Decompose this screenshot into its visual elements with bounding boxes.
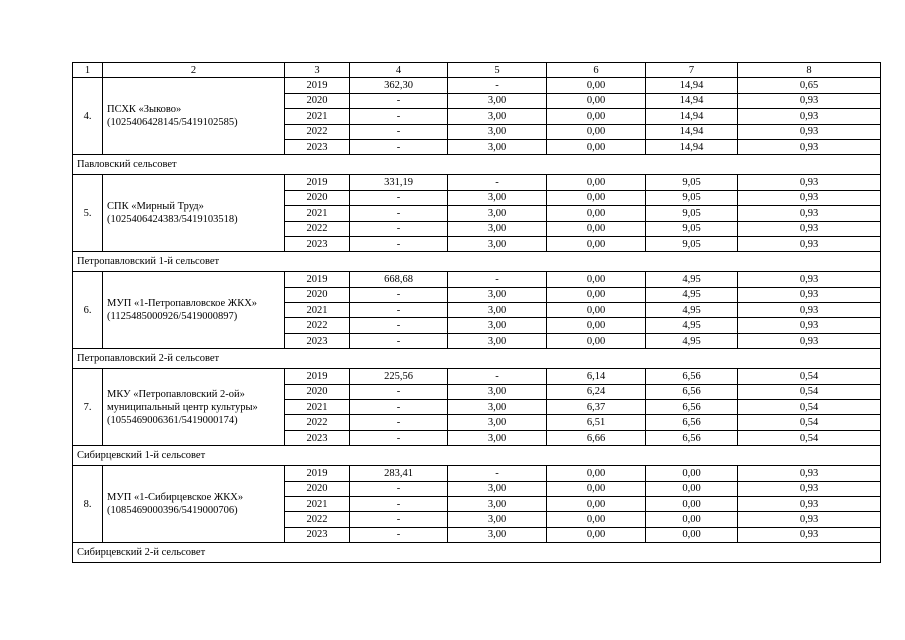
header-cell: 2: [103, 63, 285, 78]
value-cell: 3,00: [448, 139, 547, 154]
value-cell: -: [350, 221, 448, 236]
value-cell: 0,93: [738, 303, 881, 318]
value-cell: 0,00: [547, 139, 646, 154]
value-cell: -: [350, 415, 448, 430]
value-cell: 3,00: [448, 318, 547, 333]
table-row: [73, 272, 881, 287]
value-cell: 6,51: [547, 415, 646, 430]
value-cell: 0,00: [646, 481, 738, 496]
year-cell: 2020: [285, 481, 350, 496]
value-cell: 3,00: [448, 333, 547, 348]
value-cell: 0,00: [547, 272, 646, 287]
value-cell: 6,66: [547, 430, 646, 445]
section-title: Сибирцевский 1-й сельсовет: [73, 446, 881, 466]
value-cell: -: [350, 318, 448, 333]
table-row: [73, 78, 881, 93]
value-cell: -: [350, 93, 448, 108]
year-cell: 2021: [285, 400, 350, 415]
value-cell: 0,65: [738, 78, 881, 93]
section-title: Сибирцевский 2-й сельсовет: [73, 543, 881, 563]
value-cell: 3,00: [448, 481, 547, 496]
value-cell: 0,00: [646, 466, 738, 481]
value-cell: 6,56: [646, 400, 738, 415]
value-cell: 0,00: [547, 236, 646, 251]
value-cell: 0,54: [738, 400, 881, 415]
table-row: [73, 175, 881, 190]
value-cell: 3,00: [448, 512, 547, 527]
value-cell: 0,00: [547, 318, 646, 333]
value-cell: 0,00: [547, 78, 646, 93]
header-cell: 1: [73, 63, 103, 78]
value-cell: 9,05: [646, 206, 738, 221]
header-cell: 3: [285, 63, 350, 78]
year-cell: 2020: [285, 190, 350, 205]
value-cell: 0,54: [738, 384, 881, 399]
value-cell: 6,56: [646, 415, 738, 430]
value-cell: 3,00: [448, 287, 547, 302]
value-cell: 0,93: [738, 206, 881, 221]
year-cell: 2021: [285, 109, 350, 124]
section-row: [73, 155, 881, 175]
tariff-table: [72, 62, 881, 563]
value-cell: 3,00: [448, 496, 547, 511]
section-title: Петропавловский 1-й сельсовет: [73, 252, 881, 272]
org-number: 8.: [73, 466, 103, 543]
value-cell: 4,95: [646, 272, 738, 287]
value-cell: 3,00: [448, 527, 547, 542]
value-cell: 9,05: [646, 175, 738, 190]
year-cell: 2019: [285, 369, 350, 384]
value-cell: 0,54: [738, 430, 881, 445]
value-cell: 0,93: [738, 466, 881, 481]
value-cell: 0,93: [738, 190, 881, 205]
value-cell: 0,93: [738, 109, 881, 124]
value-cell: 0,00: [547, 496, 646, 511]
value-cell: 0,54: [738, 415, 881, 430]
value-cell: 0,00: [547, 527, 646, 542]
value-cell: 9,05: [646, 236, 738, 251]
org-number: 5.: [73, 175, 103, 252]
value-cell: 3,00: [448, 93, 547, 108]
value-cell: 0,00: [547, 206, 646, 221]
header-row: [73, 63, 881, 78]
year-cell: 2023: [285, 236, 350, 251]
year-cell: 2022: [285, 124, 350, 139]
value-cell: 0,00: [547, 303, 646, 318]
header-cell: 8: [738, 63, 881, 78]
year-cell: 2022: [285, 415, 350, 430]
value-cell: 3,00: [448, 206, 547, 221]
year-cell: 2021: [285, 206, 350, 221]
value-cell: 6,56: [646, 369, 738, 384]
value-cell: 3,00: [448, 124, 547, 139]
section-title: Петропавловский 2-й сельсовет: [73, 349, 881, 369]
org-name: МУП «1-Петропавловское ЖКХ» (1125485000926/5419000897): [103, 272, 285, 349]
section-row: [73, 349, 881, 369]
org-name: СПК «Мирный Труд» (1025406424383/5419103518): [103, 175, 285, 252]
value-cell: 0,00: [547, 190, 646, 205]
value-cell: 0,00: [547, 512, 646, 527]
year-cell: 2022: [285, 221, 350, 236]
value-cell: 0,93: [738, 481, 881, 496]
year-cell: 2019: [285, 78, 350, 93]
value-cell: -: [350, 236, 448, 251]
value-cell: 0,93: [738, 93, 881, 108]
value-cell: 0,93: [738, 527, 881, 542]
value-cell: 6,37: [547, 400, 646, 415]
value-cell: 14,94: [646, 78, 738, 93]
year-cell: 2023: [285, 333, 350, 348]
value-cell: 0,93: [738, 221, 881, 236]
year-cell: 2019: [285, 466, 350, 481]
value-cell: 0,00: [646, 512, 738, 527]
value-cell: -: [350, 287, 448, 302]
value-cell: -: [448, 175, 547, 190]
table-row: [73, 369, 881, 384]
value-cell: -: [448, 78, 547, 93]
value-cell: 0,00: [646, 527, 738, 542]
value-cell: 3,00: [448, 384, 547, 399]
year-cell: 2021: [285, 303, 350, 318]
value-cell: 3,00: [448, 430, 547, 445]
value-cell: 6,14: [547, 369, 646, 384]
year-cell: 2022: [285, 318, 350, 333]
value-cell: -: [350, 124, 448, 139]
year-cell: 2019: [285, 175, 350, 190]
value-cell: 0,00: [547, 109, 646, 124]
org-number: 4.: [73, 78, 103, 155]
value-cell: 3,00: [448, 415, 547, 430]
value-cell: -: [350, 496, 448, 511]
value-cell: 0,00: [547, 466, 646, 481]
value-cell: 4,95: [646, 333, 738, 348]
value-cell: 14,94: [646, 124, 738, 139]
org-name: МКУ «Петропавловский 2-ой» муниципальный центр культуры» (1055469006361/5419000174): [103, 369, 285, 446]
value-cell: 14,94: [646, 109, 738, 124]
value-cell: -: [350, 206, 448, 221]
value-cell: 0,54: [738, 369, 881, 384]
value-cell: 4,95: [646, 303, 738, 318]
value-cell: 4,95: [646, 287, 738, 302]
value-cell: 0,00: [547, 221, 646, 236]
value-cell: 0,93: [738, 318, 881, 333]
value-cell: 6,24: [547, 384, 646, 399]
value-cell: 0,00: [547, 481, 646, 496]
value-cell: 0,93: [738, 124, 881, 139]
year-cell: 2020: [285, 287, 350, 302]
section-row: [73, 446, 881, 466]
value-cell: 225,56: [350, 369, 448, 384]
value-cell: -: [350, 384, 448, 399]
value-cell: 9,05: [646, 221, 738, 236]
org-number: 7.: [73, 369, 103, 446]
header-cell: 5: [448, 63, 547, 78]
section-row: [73, 252, 881, 272]
section-row: [73, 543, 881, 563]
year-cell: 2023: [285, 527, 350, 542]
value-cell: -: [350, 430, 448, 445]
org-name: МУП «1-Сибирцевское ЖКХ» (1085469000396/5419000706): [103, 466, 285, 543]
table-row: [73, 466, 881, 481]
year-cell: 2021: [285, 496, 350, 511]
value-cell: 14,94: [646, 139, 738, 154]
value-cell: 3,00: [448, 190, 547, 205]
value-cell: 0,93: [738, 236, 881, 251]
value-cell: 0,00: [547, 333, 646, 348]
value-cell: -: [448, 466, 547, 481]
value-cell: 0,93: [738, 287, 881, 302]
value-cell: 3,00: [448, 221, 547, 236]
value-cell: -: [350, 333, 448, 348]
header-cell: 4: [350, 63, 448, 78]
value-cell: -: [350, 303, 448, 318]
value-cell: 0,00: [547, 124, 646, 139]
value-cell: 3,00: [448, 236, 547, 251]
value-cell: -: [350, 527, 448, 542]
org-number: 6.: [73, 272, 103, 349]
value-cell: 14,94: [646, 93, 738, 108]
value-cell: 0,93: [738, 139, 881, 154]
value-cell: 6,56: [646, 384, 738, 399]
value-cell: 0,93: [738, 512, 881, 527]
section-title: Павловский сельсовет: [73, 155, 881, 175]
year-cell: 2023: [285, 139, 350, 154]
value-cell: 0,00: [547, 287, 646, 302]
value-cell: -: [350, 190, 448, 205]
header-cell: 6: [547, 63, 646, 78]
value-cell: -: [350, 400, 448, 415]
value-cell: 0,00: [547, 93, 646, 108]
table-body: [73, 63, 881, 563]
value-cell: 3,00: [448, 109, 547, 124]
value-cell: 3,00: [448, 400, 547, 415]
value-cell: 4,95: [646, 318, 738, 333]
year-cell: 2023: [285, 430, 350, 445]
org-name: ПСХК «Зыково» (1025406428145/5419102585): [103, 78, 285, 155]
value-cell: -: [448, 272, 547, 287]
value-cell: 331,19: [350, 175, 448, 190]
value-cell: 0,93: [738, 272, 881, 287]
value-cell: 0,93: [738, 496, 881, 511]
year-cell: 2019: [285, 272, 350, 287]
value-cell: -: [350, 481, 448, 496]
value-cell: 3,00: [448, 303, 547, 318]
value-cell: 0,00: [547, 175, 646, 190]
value-cell: 362,30: [350, 78, 448, 93]
year-cell: 2020: [285, 384, 350, 399]
year-cell: 2022: [285, 512, 350, 527]
value-cell: 283,41: [350, 466, 448, 481]
header-cell: 7: [646, 63, 738, 78]
value-cell: 6,56: [646, 430, 738, 445]
value-cell: -: [448, 369, 547, 384]
value-cell: -: [350, 109, 448, 124]
value-cell: 0,93: [738, 333, 881, 348]
value-cell: 9,05: [646, 190, 738, 205]
value-cell: 668,68: [350, 272, 448, 287]
value-cell: 0,00: [646, 496, 738, 511]
value-cell: -: [350, 512, 448, 527]
value-cell: -: [350, 139, 448, 154]
year-cell: 2020: [285, 93, 350, 108]
value-cell: 0,93: [738, 175, 881, 190]
